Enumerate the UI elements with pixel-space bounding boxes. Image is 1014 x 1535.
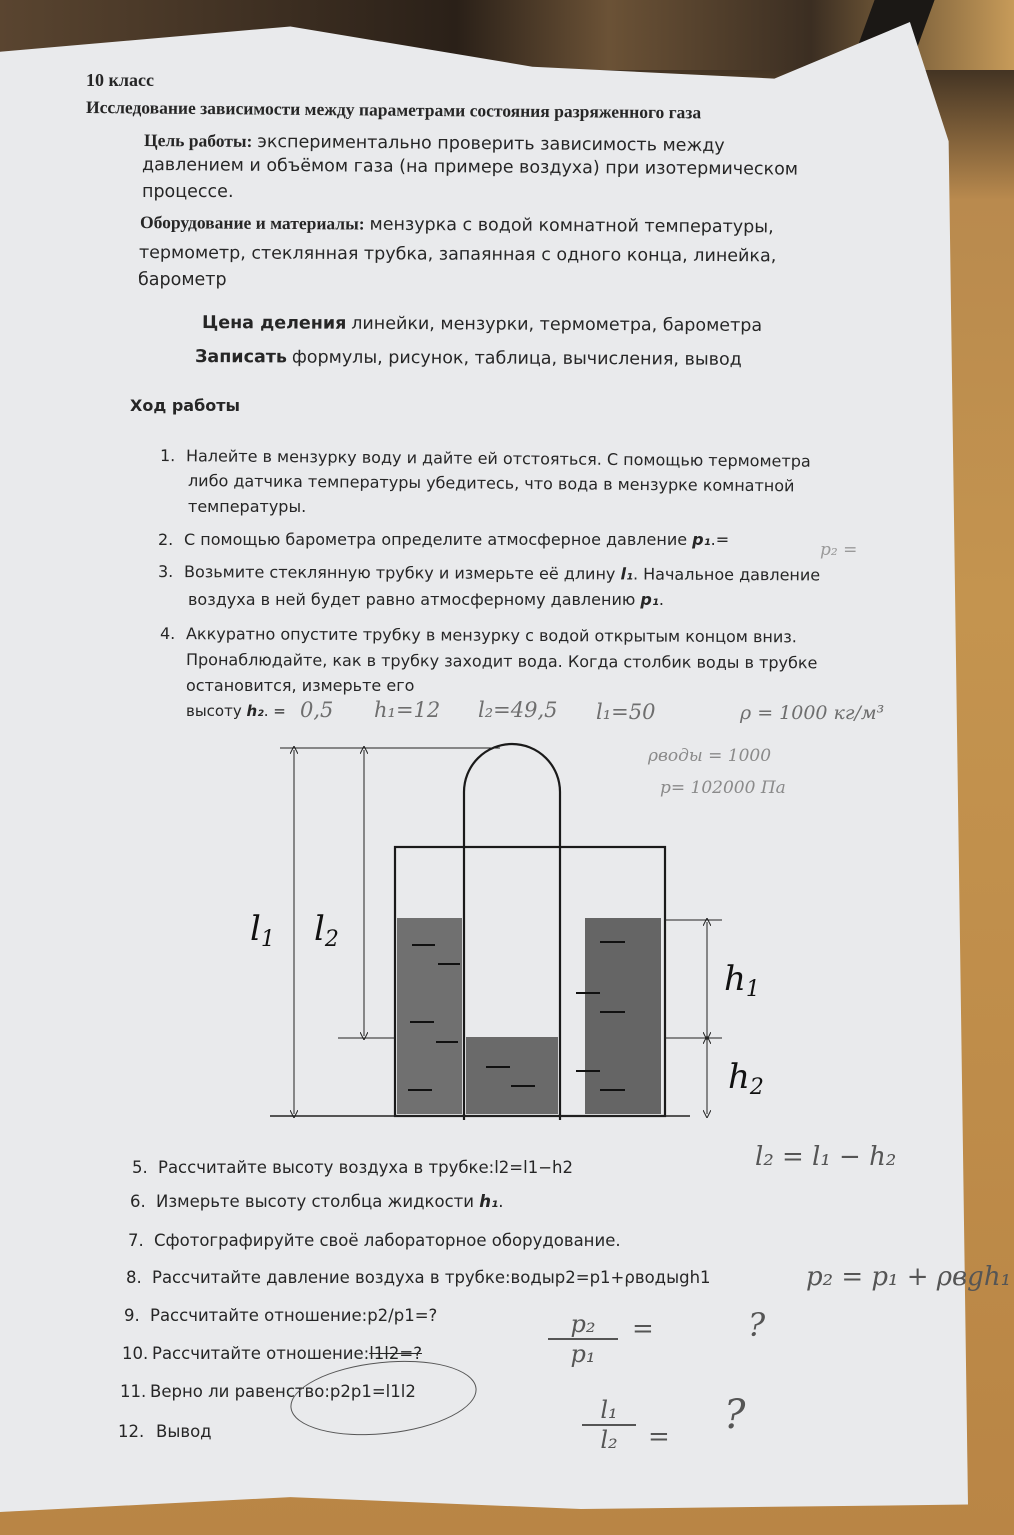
ratio-numerator: l₁ bbox=[582, 1396, 636, 1426]
variable-p1: p₁ bbox=[692, 530, 711, 549]
record-line bbox=[195, 346, 742, 370]
handwritten-l1-value: l₁=50 bbox=[596, 700, 656, 724]
step-number: 3. bbox=[157, 562, 174, 582]
variable-p1: p₁ bbox=[640, 590, 659, 609]
label-l1-sub: 1 bbox=[260, 927, 275, 952]
equipment-line-1 bbox=[140, 212, 774, 237]
step-8 bbox=[126, 1268, 711, 1287]
step-text: Верно ли равенство:p2p1=l1l2 bbox=[150, 1382, 416, 1401]
step-10 bbox=[122, 1344, 422, 1363]
step-2 bbox=[158, 530, 729, 549]
step-number: 5. bbox=[132, 1158, 148, 1177]
step-text: Аккуратно опустите трубку в мензурку с водой открытым концом вниз. bbox=[185, 624, 797, 647]
goal-text: экспериментально проверить зависимость между bbox=[257, 131, 725, 157]
variable-l1: l₁ bbox=[620, 564, 634, 584]
step-6 bbox=[130, 1192, 504, 1211]
step-number: 8. bbox=[126, 1268, 142, 1287]
ratio-denominator: p₁ bbox=[570, 1340, 596, 1368]
ratio-p-value: ? bbox=[748, 1306, 766, 1344]
goal-label: Цель работы: bbox=[143, 130, 253, 151]
svg-text:l1 bbox=[250, 909, 275, 952]
step-text: Вывод bbox=[156, 1422, 212, 1441]
step-4-line-2: Пронаблюдайте, как в трубку заходит вода. Когда столбик воды в трубке bbox=[185, 650, 818, 673]
step-text: С помощью барометра определите атмосферное давление bbox=[184, 530, 693, 549]
step-5 bbox=[132, 1158, 573, 1177]
svg-text:h2 bbox=[728, 1057, 764, 1100]
step-text: Рассчитайте отношение: bbox=[152, 1344, 370, 1363]
step-text: Налейте в мензурку воду и дайте ей отстояться. С помощью термометра bbox=[185, 446, 811, 471]
ratio-p-equals: = bbox=[632, 1314, 654, 1344]
division-price-label: Цена деления bbox=[201, 313, 347, 334]
water-left bbox=[397, 918, 462, 1114]
handwritten-h2-value: 0,5 bbox=[300, 698, 334, 722]
water-right bbox=[585, 918, 661, 1114]
ratio-l-value: ? bbox=[724, 1392, 746, 1438]
handwritten-l2-value: l₂=49,5 bbox=[478, 698, 558, 722]
step-3-line-2 bbox=[188, 590, 664, 609]
step-text: . Начальное давление bbox=[632, 564, 821, 585]
equipment-text: мензурка с водой комнатной температуры, bbox=[369, 214, 774, 238]
step-suffix: .= bbox=[710, 530, 730, 549]
label-h2: h bbox=[728, 1057, 750, 1097]
grade-label: 10 класс bbox=[86, 70, 154, 90]
record-label: Записать bbox=[194, 347, 288, 368]
label-l2: l bbox=[314, 909, 325, 949]
step-number: 9. bbox=[124, 1306, 140, 1325]
step-text: Рассчитайте высоту воздуха в трубке:l2=l1−h2 bbox=[158, 1158, 573, 1177]
variable-h2: h₂ bbox=[246, 702, 264, 720]
label-l2-sub: 2 bbox=[324, 927, 339, 952]
svg-text:l2 bbox=[314, 909, 339, 952]
handwritten-ratio-p bbox=[548, 1310, 618, 1368]
step-number: 12. bbox=[118, 1422, 145, 1441]
equipment-line-2: термометр, стеклянная трубка, запаянная с одного конца, линейка, bbox=[138, 243, 777, 267]
goal-line-2: давлением и объёмом газа (на примере воздуха) при изотермическом bbox=[141, 155, 799, 180]
step-suffix: . bbox=[498, 1192, 504, 1211]
step-3 bbox=[158, 562, 820, 584]
svg-text:h1 bbox=[724, 959, 760, 1002]
step-suffix: . = bbox=[263, 702, 286, 720]
step-text: Рассчитайте отношение:p2/p1=? bbox=[150, 1306, 438, 1325]
step-number: 1. bbox=[159, 446, 176, 466]
procedure-title: Ход работы bbox=[130, 396, 240, 415]
label-l1: l bbox=[250, 909, 261, 949]
step-4-line-4 bbox=[186, 702, 286, 720]
step-suffix: . bbox=[658, 590, 664, 609]
equipment-line-3: барометр bbox=[138, 270, 227, 290]
water-in-tube bbox=[466, 1037, 558, 1114]
equipment-label: Оборудование и материалы: bbox=[139, 212, 365, 234]
step-text: Рассчитайте давление воздуха в трубке:водыp2=p1+ρводыgh1 bbox=[152, 1268, 711, 1287]
step-4 bbox=[160, 624, 797, 646]
label-h1: h bbox=[724, 959, 746, 999]
step-1-line-2: либо датчика температуры убедитесь, что вода в мензурке комнатной bbox=[187, 471, 795, 496]
handwritten-rho: ρ = 1000 кг/м³ bbox=[740, 702, 885, 724]
step-number: 11. bbox=[120, 1382, 147, 1401]
handwritten-formula-l2: l₂ = l₁ − h₂ bbox=[755, 1142, 897, 1172]
label-h2-sub: 2 bbox=[749, 1075, 764, 1100]
handwritten-ratio-l bbox=[582, 1396, 636, 1454]
step-4-line-3: остановится, измерьте его bbox=[186, 676, 415, 695]
handwritten-rho-water: ρводы = 1000 bbox=[648, 746, 772, 766]
step-12 bbox=[118, 1422, 212, 1441]
handwritten-h1-value: h₁=12 bbox=[374, 698, 441, 722]
step-text: Измерьте высоту столбца жидкости bbox=[156, 1192, 480, 1211]
step-text: воздуха в ней будет равно атмосферному давлению bbox=[188, 590, 641, 609]
step-9 bbox=[124, 1306, 437, 1325]
step-text: Сфотографируйте своё лабораторное оборудование. bbox=[154, 1231, 621, 1250]
page-title: Исследование зависимости между параметрами состояния разряженного газа bbox=[85, 97, 702, 123]
variable-h1: h₁ bbox=[479, 1192, 499, 1211]
record-text: формулы, рисунок, таблица, вычисления, вывод bbox=[291, 347, 742, 370]
goal-line-3: процессе. bbox=[142, 182, 234, 202]
step-number: 4. bbox=[159, 624, 176, 644]
step-number: 6. bbox=[130, 1192, 146, 1211]
handwritten-p2-blank: p₂ = bbox=[820, 540, 858, 560]
ratio-denominator: l₂ bbox=[600, 1426, 618, 1454]
step-number: 10. bbox=[122, 1344, 149, 1363]
handwritten-pressure: p= 102000 Па bbox=[660, 778, 786, 798]
struck-text: l1l2=? bbox=[369, 1344, 422, 1363]
ratio-l-equals: = bbox=[648, 1422, 670, 1452]
label-h1-sub: 1 bbox=[745, 977, 760, 1002]
step-7 bbox=[128, 1231, 621, 1250]
step-1-line-3: температуры. bbox=[188, 497, 307, 516]
step-number: 2. bbox=[158, 530, 174, 549]
division-price-line bbox=[202, 312, 762, 336]
step-text: высоту bbox=[186, 702, 247, 720]
handwritten-formula-p2: p₂ = p₁ + ρвgh₁ bbox=[806, 1262, 1011, 1292]
step-number: 7. bbox=[128, 1231, 144, 1250]
step-text: Возьмите стеклянную трубку и измерьте её длину bbox=[183, 562, 621, 584]
ratio-numerator: p₂ bbox=[548, 1310, 618, 1340]
experiment-diagram bbox=[230, 740, 790, 1130]
division-price-text: линейки, мензурки, термометра, барометра bbox=[351, 313, 763, 336]
